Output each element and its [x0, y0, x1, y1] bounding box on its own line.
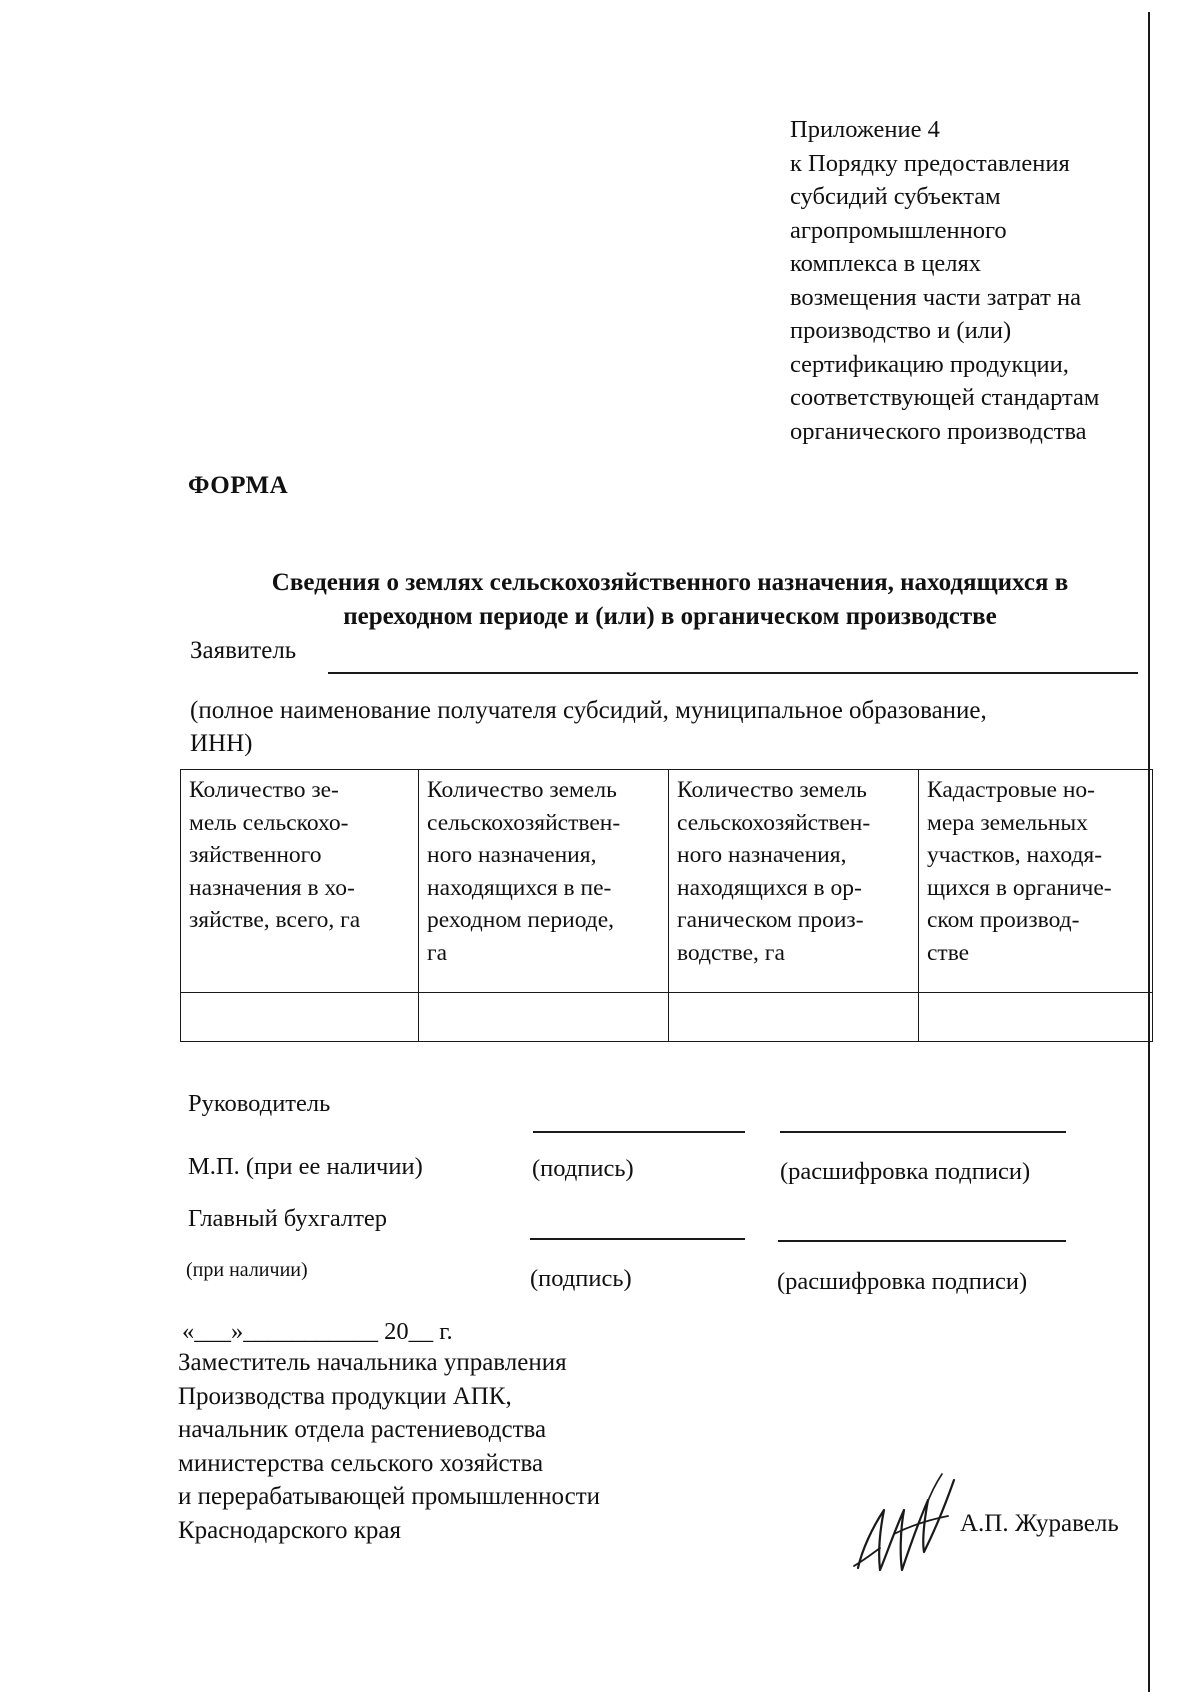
header-text-line: Кадастровые но-: [927, 777, 1096, 803]
appendix-line: сертификацию продукции,: [790, 350, 1069, 378]
table-cell-transition-land[interactable]: [419, 993, 669, 1042]
appendix-line: возмещения части затрат на: [790, 283, 1081, 311]
handwritten-signature: [850, 1470, 960, 1590]
appendix-line: субсидий субъектам: [790, 183, 1001, 210]
title-line-1: Сведения о землях сельскохозяйственного назначения, находящихся в: [271, 569, 1069, 596]
header-text-line: ного назначения,: [677, 842, 847, 868]
header-cell-total-land: [181, 770, 419, 993]
head-signature-line[interactable]: [533, 1131, 745, 1133]
head-decoding-caption: (расшифровка подписи): [780, 1158, 1031, 1185]
appendix-line: соответствующей стандартам: [790, 384, 1100, 411]
appendix-block: [790, 113, 1170, 448]
header-text-line: зяйственного: [189, 842, 322, 868]
header-text-line: Количество земель: [427, 777, 617, 803]
accountant-decoding-line[interactable]: [778, 1240, 1066, 1242]
header-text-line: находящихся в ор-: [677, 874, 862, 901]
header-text-line: мера земельных: [927, 809, 1088, 836]
accountant-decoding-caption: (расшифровка подписи): [777, 1268, 1028, 1295]
official-title-block: [178, 1346, 600, 1547]
accountant-signature-caption: (подпись): [530, 1265, 632, 1292]
header-text-line: сельскохозяйствен-: [677, 809, 871, 836]
table-row: [181, 993, 1153, 1042]
official-line: и перерабатывающей промышленности: [178, 1483, 601, 1510]
appendix-line: агропромышленного: [790, 216, 1007, 244]
appendix-line: комплекса в целях: [790, 250, 982, 277]
appendix-line: Приложение 4: [790, 116, 940, 143]
chief-accountant-label: Главный бухгалтер: [188, 1205, 388, 1232]
header-text-line: Количество земель: [677, 777, 867, 803]
official-line: Заместитель начальника управления: [178, 1349, 567, 1376]
header-text-line: Количество зе-: [189, 777, 339, 803]
applicant-note: [190, 694, 1120, 760]
header-cell-transition-land: [419, 770, 669, 993]
header-text-line: сельскохозяйствен-: [427, 809, 621, 836]
appendix-line: к Порядку предоставления: [790, 149, 1070, 177]
if-any-label: (при наличии): [186, 1259, 308, 1281]
table-cell-cadastral-numbers[interactable]: [919, 993, 1153, 1042]
header-text-line: ного назначения,: [427, 842, 597, 868]
head-decoding-line[interactable]: [780, 1131, 1066, 1133]
official-line: министерства сельского хозяйства: [178, 1449, 544, 1477]
official-line: начальник отдела растениеводства: [178, 1416, 547, 1443]
title-line-2: переходном периоде и (или) в органическом производстве: [343, 603, 997, 630]
applicant-label: Заявитель: [190, 637, 297, 664]
table-cell-total-land[interactable]: [181, 993, 419, 1042]
header-text-line: мель сельскохо-: [189, 809, 349, 836]
official-line: Производства продукции АПК,: [178, 1382, 512, 1410]
form-label: ФОРМА: [188, 472, 289, 499]
applicant-input-line[interactable]: [328, 672, 1138, 674]
land-table: [180, 769, 1153, 1042]
official-line: Краснодарского края: [178, 1516, 401, 1544]
stamp-label: М.П. (при ее наличии): [188, 1153, 423, 1180]
table-header-row: [181, 770, 1153, 993]
applicant-note-line-1: (полное наименование получателя субсидий, муниципальное образование,: [190, 697, 987, 724]
header-text-line: реходном периоде,: [427, 907, 615, 933]
head-signature-caption: (подпись): [532, 1155, 634, 1182]
head-label: Руководитель: [188, 1090, 331, 1117]
header-cell-organic-land: [669, 770, 919, 993]
header-text-line: назначения в хо-: [189, 874, 355, 901]
header-text-line: ганическом произ-: [677, 907, 864, 933]
appendix-line: органического производства: [790, 417, 1087, 445]
date-line[interactable]: «___»___________ 20__ г.: [182, 1318, 453, 1345]
header-text-line: зяйстве, всего, га: [189, 907, 361, 933]
header-cell-cadastral-numbers: [919, 770, 1153, 993]
document-title: [180, 566, 1160, 634]
header-text-line: га: [427, 939, 448, 966]
header-text-line: ском производ-: [927, 907, 1080, 933]
table-cell-organic-land[interactable]: [669, 993, 919, 1042]
applicant-note-line-2: ИНН): [190, 730, 253, 757]
header-text-line: участков, находя-: [927, 842, 1103, 868]
header-text-line: водстве, га: [677, 939, 785, 966]
appendix-line: производство и (или): [790, 317, 1012, 344]
header-text-line: щихся в органиче-: [927, 874, 1112, 901]
header-text-line: находящихся в пе-: [427, 874, 612, 901]
header-text-line: стве: [927, 939, 970, 966]
accountant-signature-line[interactable]: [530, 1238, 745, 1240]
official-name: А.П. Журавель: [960, 1510, 1119, 1537]
